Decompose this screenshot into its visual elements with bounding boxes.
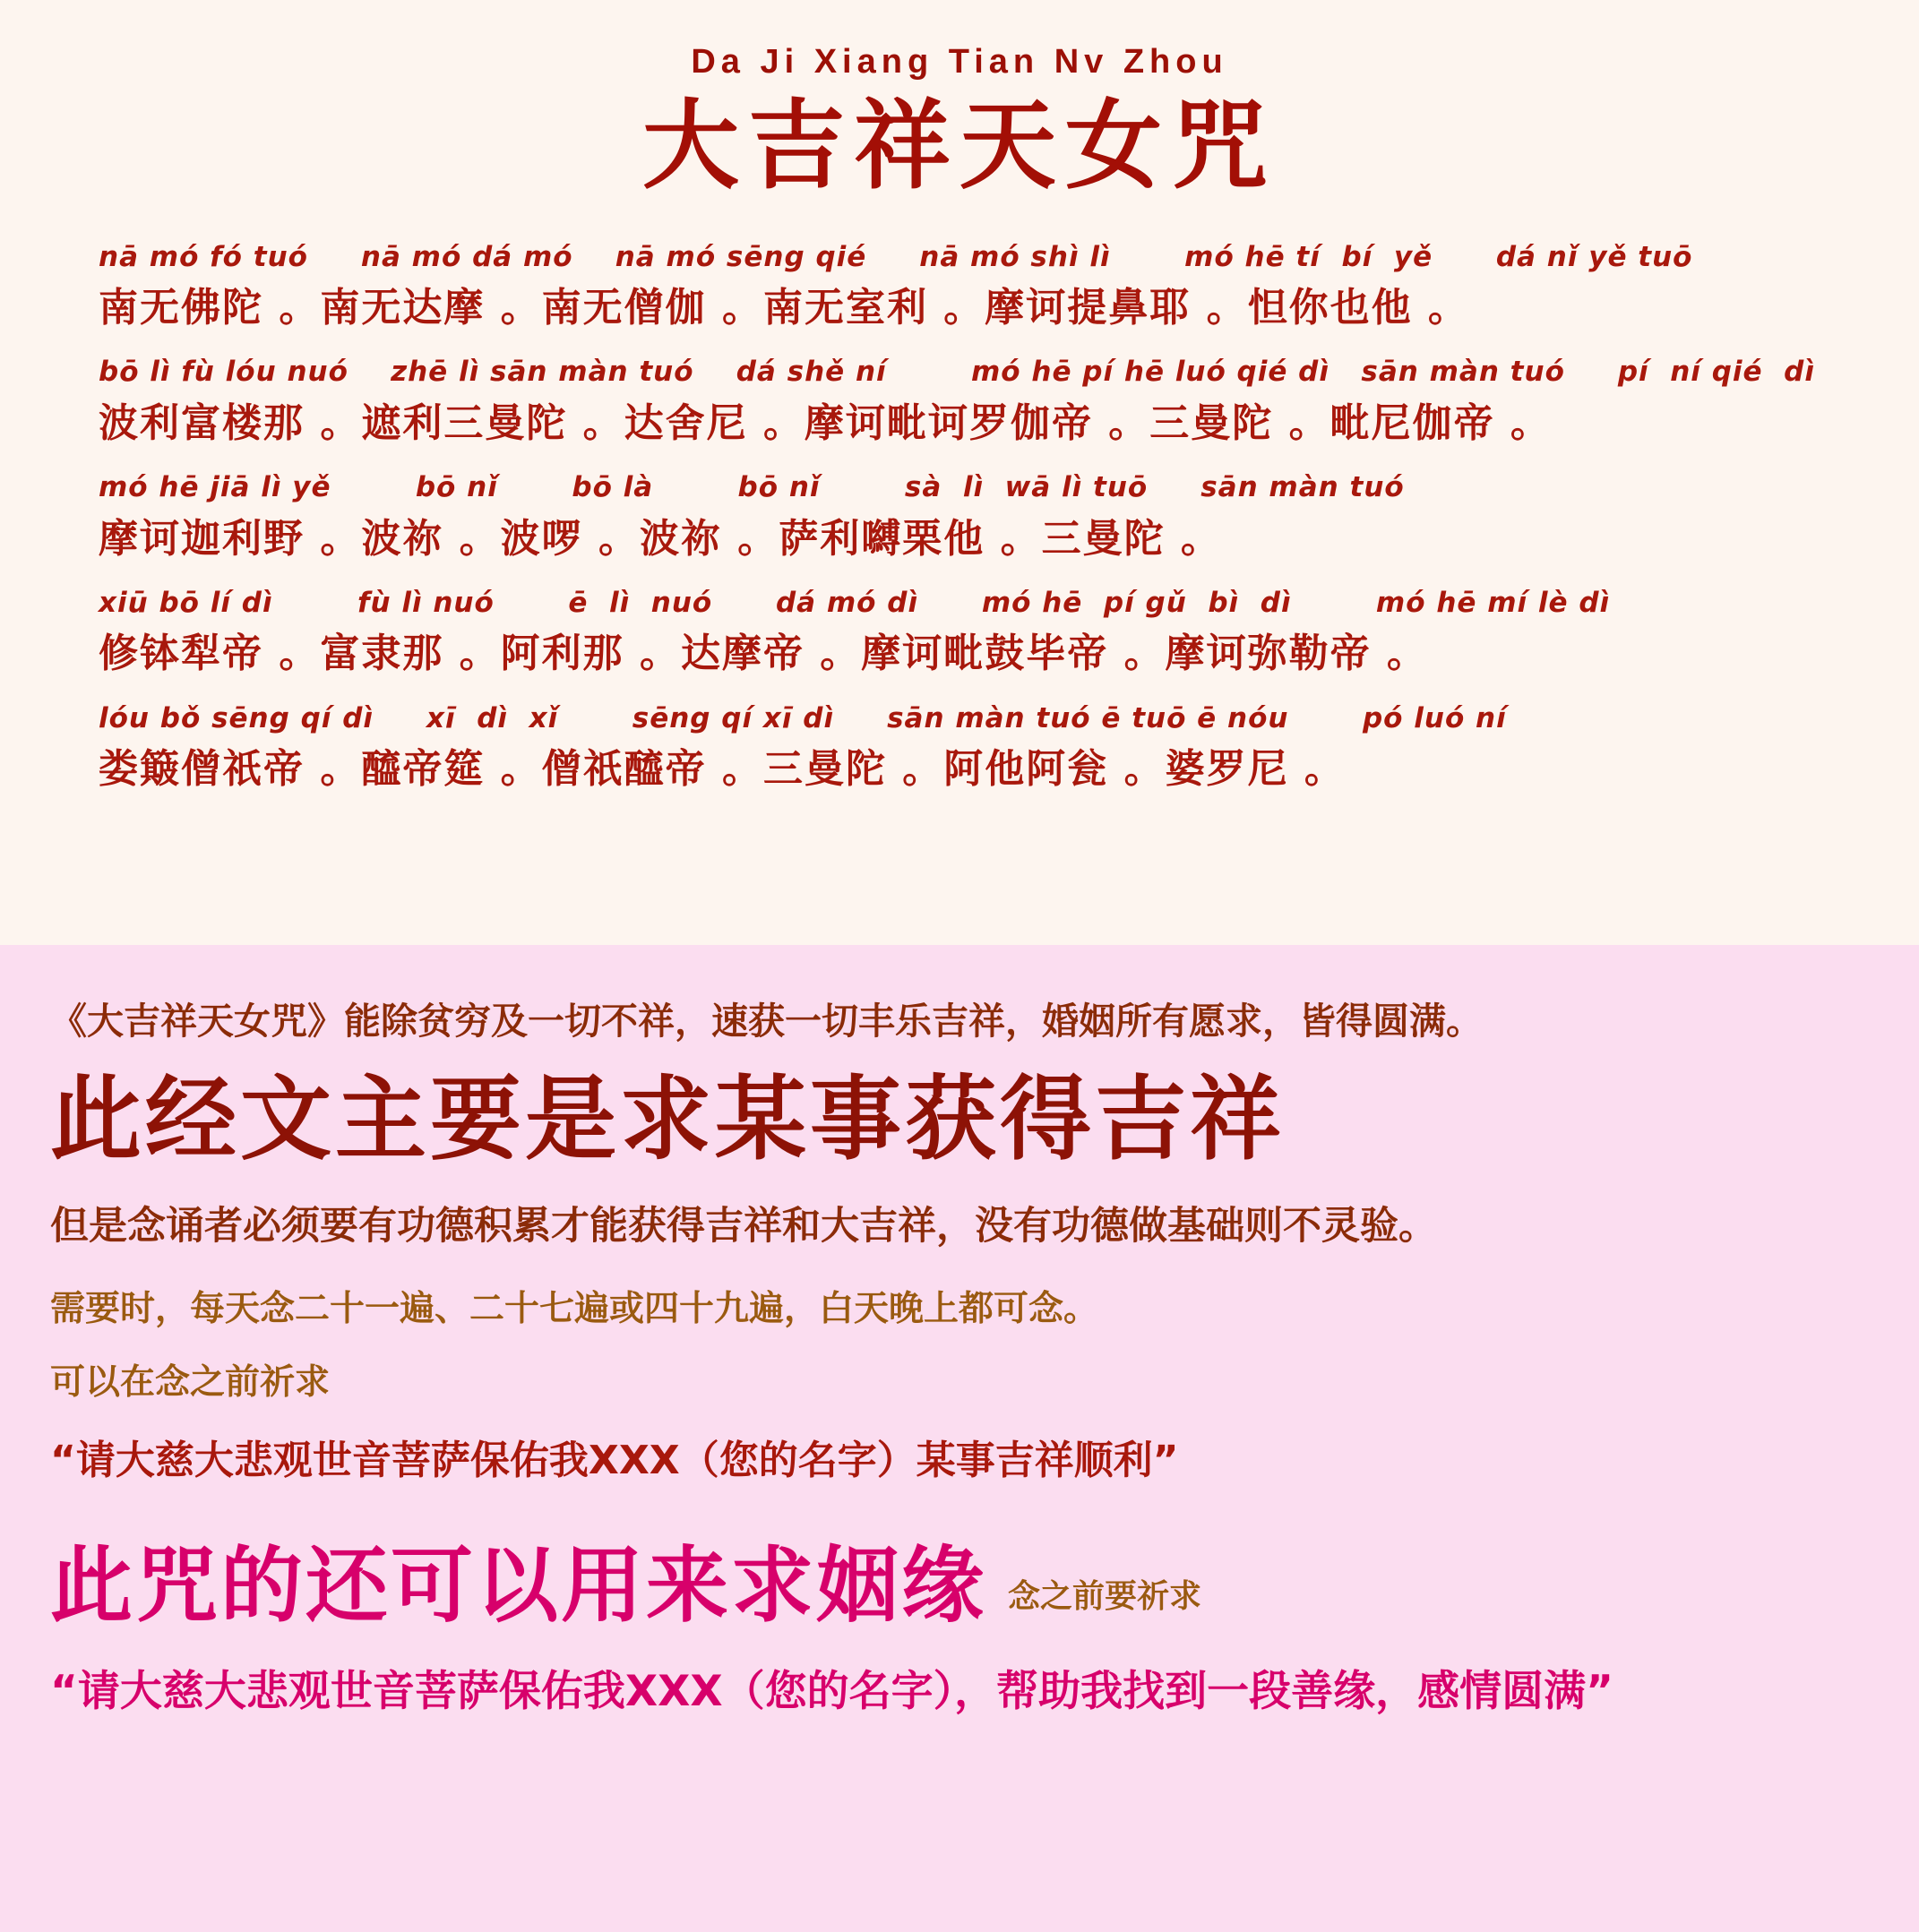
page-title: 大吉祥天女咒: [641, 90, 1277, 202]
mantra-hanzi: 修钵犁帝 。富隶那 。阿利那 。达摩帝 。摩诃毗鼓毕帝 。摩诃弥勒帝 。: [99, 631, 1428, 677]
mantra-pinyin: mó hē jiā lì yě bō nǐ bō là bō nǐ sà lì wā lì tuō sān màn tuó: [99, 471, 1405, 504]
marriage-headline-note: 念之前要祈求: [1008, 1578, 1202, 1616]
pray-before-note: 可以在念之前祈求: [50, 1362, 331, 1404]
mantra-line: [99, 236, 1820, 339]
mantra-hanzi: 南无佛陀 。南无达摩 。南无僧伽 。南无室利 。摩诃提鼻耶 。怛你也他 。: [99, 285, 1469, 331]
mantra-section: [0, 0, 1919, 945]
mantra-pinyin: bō lì fù lóu nuó zhē lì sān màn tuó dá shě ní mó hē pí hē luó qié dì sān màn tuó pí ní qié dì: [99, 356, 1815, 389]
mantra-hanzi: 娄簸僧祇帝 。醯帝筵 。僧祇醯帝 。三曼陀 。阿他阿瓮 。婆罗尼 。: [99, 746, 1346, 793]
mantra-line: [99, 467, 1820, 570]
marriage-headline-row: [50, 1538, 1869, 1635]
mantra-hanzi: 波利富楼那 。遮利三曼陀 。达舍尼 。摩诃毗诃罗伽帝 。三曼陀 。毗尼伽帝 。: [99, 399, 1552, 446]
mantra-block: [0, 236, 1919, 800]
pinyin-title: Da Ji Xiang Tian Nv Zhou: [691, 43, 1228, 81]
prayer-quote-one: “请大慈大悲观世音菩萨保佑我XXX（您的名字）某事吉祥顺利”: [50, 1438, 1179, 1484]
mantra-pinyin: lóu bǒ sēng qí dì xī dì xǐ sēng qí xī dì sān màn tuó ē tuō ē nóu pó luó ní: [99, 701, 1507, 734]
mantra-line: [99, 698, 1820, 801]
merit-note: 但是念诵者必须要有功德积累才能获得吉祥和大吉祥，没有功德做基础则不灵验。: [50, 1204, 1437, 1249]
notes-section: [0, 945, 1919, 1932]
recitation-count-note: 需要时，每天念二十一遍、二十七遍或四十九遍，白天晚上都可念。: [50, 1289, 1099, 1330]
mantra-line: [99, 351, 1820, 454]
marriage-headline: 此咒的还可以用来求姻缘: [50, 1538, 987, 1635]
mantra-line: [99, 582, 1820, 685]
mantra-hanzi: 摩诃迦利野 。波祢 。波啰 。波祢 。萨利嚩栗他 。三曼陀 。: [99, 515, 1222, 562]
main-headline: 此经文主要是求某事获得吉祥: [50, 1067, 1285, 1173]
mantra-pinyin: nā mó fó tuó nā mó dá mó nā mó sēng qié nā mó shì lì mó hē tí bí yě dá nǐ yě tuō: [99, 240, 1693, 273]
mantra-pinyin: xiū bō lí dì fù lì nuó ē lì nuó dá mó dì mó hē pí gǔ bì dì mó hē mí lè dì: [99, 586, 1611, 619]
prayer-quote-two: “请大慈大悲观世音菩萨保佑我XXX（您的名字），帮助我找到一段善缘，感情圆满”: [50, 1667, 1614, 1717]
benefit-text: 《大吉祥天女咒》能除贫穷及一切不祥，速获一切丰乐吉祥，婚姻所有愿求，皆得圆满。: [50, 1000, 1483, 1043]
